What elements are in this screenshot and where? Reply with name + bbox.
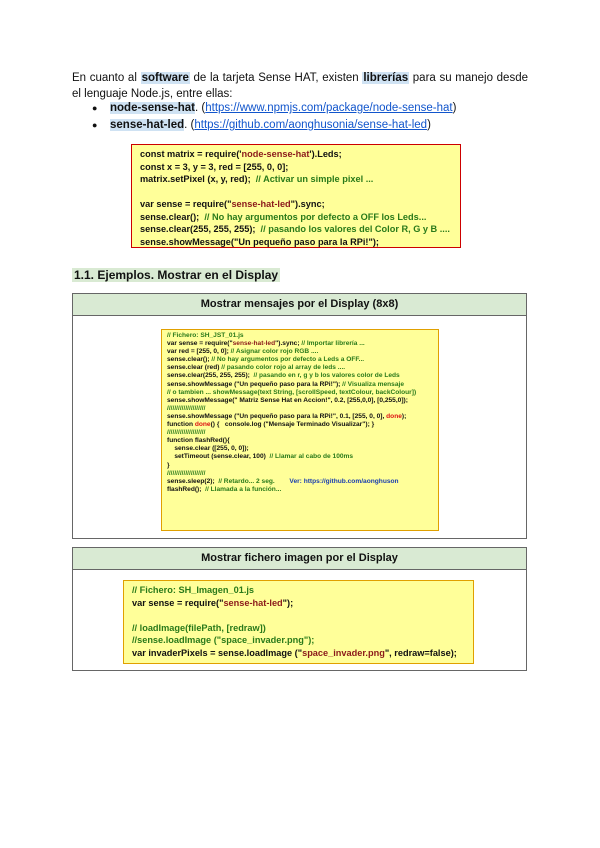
code-comment: // Fichero: SH_Imagen_01.js [132,585,255,595]
code-comment: // Asignar color rojo RGB .... [230,348,319,356]
code-text: ").sync; [275,340,302,348]
code-text: const x = 3, y = 3, red = [255, 0, 0]; [140,161,289,172]
section-heading: 1.1. Ejemplos. Mostrar en el Display [74,268,279,282]
code-reference: Ver: https://github.com/aonghuson [289,477,399,485]
image-table [72,547,527,671]
npm-link[interactable]: https://www.npmjs.com/package/node-sense-hat [205,102,453,114]
code-text: flashRed(); [167,485,206,493]
intro-paragraph [72,70,528,102]
code-text: function flashRed(){ [167,437,230,445]
code-comment: // o tambien ... showMessage(text String, [scrollSpeed, textColour, backColour]) [167,388,417,396]
code-text: var sense = require(" [132,597,224,608]
code-snippet-intro [131,144,461,248]
code-text: ", redraw=false); [384,647,457,658]
code-comment: ///////////////////// [167,404,206,412]
separator: . ( [195,102,206,114]
list-item [92,117,456,134]
librerias-highlight: librerías [363,72,409,84]
code-text: sense.clear(); [167,356,212,364]
messages-table [72,293,527,539]
code-string: sense-hat-led [231,199,291,209]
code-snippet-messages [161,329,439,531]
software-highlight: software [141,72,189,84]
code-text: } [167,461,170,469]
code-text: var sense = require(" [140,199,232,209]
separator: ) [452,102,457,114]
code-text: sense.clear (red) [167,364,222,372]
intro-text-middle: de la tarjeta Sense HAT, existen [189,72,363,84]
code-text: sense.clear(255, 255, 255); [167,372,254,380]
code-comment: // Activar un simple pixel ... [255,174,374,184]
code-text: sense.showMessage("Un pequeño paso para la RPi!"); [140,236,379,247]
code-text: ').Leds; [309,149,342,159]
intro-text: En cuanto al [72,72,141,84]
code-text: sense.clear ([255, 0, 0]); [167,445,249,453]
code-callback: done [386,412,402,420]
code-text: const matrix = require(' [140,149,242,159]
code-comment: // pasando color rojo al array de leds .... [221,364,346,372]
code-text: sense.clear(); [140,211,205,222]
code-text: var invaderPixels = sense.loadImage (" [132,647,303,658]
code-text: sense.showMessage(" Matriz Sense Hat en Accion!", 0.2, [255,0,0], [0,255,0]); [167,396,408,404]
code-text: matrix.setPixel (x, y, red); [140,174,256,184]
code-comment: // No hay argumentos por defecto a OFF los Leds... [204,211,427,222]
code-string: sense-hat-led [232,340,276,348]
code-text: sense.showMessage ("Un pequeño paso para la RPi!", 0.1, [255, 0, 0], [167,412,387,420]
table-header: Mostrar fichero imagen por el Display [73,548,526,570]
library-list [92,100,456,134]
code-text: setTimeout (sense.clear, 100) [167,453,270,461]
code-text: var sense = require(" [167,340,233,348]
separator: ) [427,119,431,131]
code-text: "); [282,597,294,608]
code-comment: // No hay argumentos por defecto a Leds a OFF... [211,356,365,364]
code-comment: // pasando en r, g y b los valores color de Leds [253,372,400,380]
table-header: Mostrar mensajes por el Display (8x8) [73,294,526,316]
code-comment: // Visualiza mensaje [342,380,404,388]
code-comment: // Importar librería ... [301,340,365,348]
code-string: space_invader.png [302,647,385,658]
code-text: sense.showMessage ("Un pequeño paso para la RPi!"); [167,380,343,388]
code-comment: ///////////////////// [167,429,206,437]
code-text: var red = [255, 0, 0]; [167,348,231,356]
code-text: ").sync; [290,199,325,209]
separator: . ( [184,119,195,131]
code-string: sense-hat-led [223,597,283,608]
code-comment: //sense.loadImage ("space_invader.png"); [132,635,315,646]
code-text: sense.sleep(2); [167,477,219,485]
code-comment: // Fichero: SH_JST_01.js [167,332,244,339]
code-comment: ///////////////////// [167,469,206,477]
code-comment: // Llamar al cabo de 100ms [269,453,354,461]
code-text: sense.clear(255, 255, 255); [140,224,261,234]
intro-text-after: para su manejo desde el lenguaje Node.js, entre ellas: [72,72,528,100]
code-comment: // Retardo... 2 seg. [218,477,275,485]
library-name: sense-hat-led [110,119,185,131]
code-text: ); [401,412,407,420]
code-string: node-sense-hat [241,149,310,159]
library-name: node-sense-hat [110,102,195,114]
code-text: function [167,421,195,429]
code-comment: // Llamada a la función... [205,485,282,493]
code-snippet-image [123,580,474,664]
github-link[interactable]: https://github.com/aonghusonia/sense-hat-led [194,119,428,131]
code-text: () { console.log ("Mensaje Terminado Visualizar"); } [210,421,375,429]
list-item [92,100,456,117]
code-callback: done [194,421,211,429]
code-comment: // loadImage(filePath, [redraw]) [132,622,266,633]
code-comment: // pasando los valores del Color R, G y B .... [260,224,450,234]
